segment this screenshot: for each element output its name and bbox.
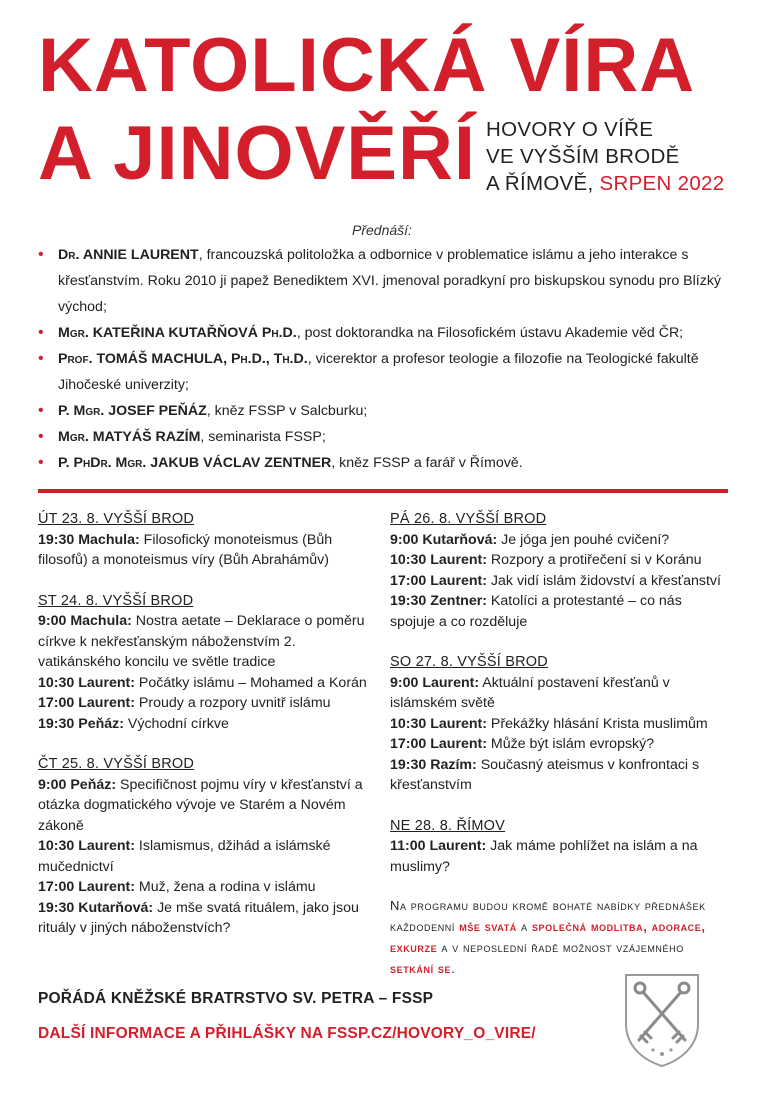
red-divider: [38, 489, 728, 493]
schedule-item: [38, 693, 370, 714]
lecturer-item: [38, 242, 734, 320]
subtitle: [486, 116, 724, 197]
schedule-item: [38, 898, 370, 939]
note-highlight: společná modlitba, adorace, exkurze: [390, 919, 706, 955]
bullet-icon: •: [38, 324, 44, 341]
slot-time: 10:30 Laurent:: [390, 552, 487, 568]
slot-time: 11:00 Laurent:: [390, 838, 487, 854]
lecturer-name: Mgr. MATYÁŠ RAZÍM: [58, 429, 201, 445]
slot-topic: Proudy a rozpory uvnitř islámu: [134, 695, 331, 711]
subtitle-date: SRPEN 2022: [599, 172, 725, 195]
slot-topic: Muž, žena a rodina v islámu: [134, 879, 316, 895]
info-link[interactable]: DALŠÍ INFORMACE A PŘIHLÁŠKY NA FSSP.CZ/HOVORY_O_VIRE/: [38, 1025, 536, 1042]
note-highlight: mše svatá: [459, 919, 517, 934]
slot-topic: Jak máme pohlížet na islám a na muslimy?: [390, 838, 698, 875]
schedule-item: [38, 877, 370, 898]
lecturer-item: [38, 424, 734, 450]
slot-topic: Současný ateismus v konfrontaci s křesťanstvím: [390, 756, 700, 793]
day-block: [38, 509, 370, 571]
slot-topic: Islamismus, džihád a islámské mučednictví: [38, 838, 331, 875]
bullet-icon: •: [38, 402, 44, 419]
slot-time: 17:00 Laurent:: [38, 879, 135, 895]
day-block: [390, 509, 730, 632]
bullet-icon: •: [38, 428, 44, 445]
note-text: Na programu budou kromě bohaté nabídky přednášek každodenní: [390, 898, 706, 934]
slot-topic: Může být islám evropský?: [486, 736, 655, 752]
crossed-keys-shield-icon: [623, 972, 701, 1068]
day-heading: ST 24. 8. VYŠŠÍ BROD: [38, 592, 194, 609]
note-highlight: setkání se: [390, 961, 452, 976]
slot-topic: Rozpory a protiřečení si v Koránu: [486, 552, 702, 568]
slot-time: 19:30 Machula:: [38, 531, 140, 548]
schedule-item: [38, 714, 370, 735]
slot-topic: Nostra aetate – Deklarace o poměru církve k nekřesťanským náboženstvím 2. vatikánského koncilu ve světle tradice: [38, 613, 365, 670]
schedule-item: [390, 591, 730, 632]
slot-time: 19:30 Kutarňová:: [38, 899, 154, 916]
slot-topic: Katolíci a protestanté – co nás spojuje a co rozděluje: [390, 593, 682, 630]
lecturers-list: [38, 242, 734, 476]
lecturer-desc: , kněz FSSP a farář v Římově.: [331, 455, 523, 471]
slot-time: 10:30 Laurent:: [38, 838, 135, 854]
schedule-item: [390, 550, 730, 571]
note-text: .: [451, 961, 456, 976]
bullet-icon: •: [38, 246, 44, 263]
title-line-2: A JINOVĚŘÍ: [38, 111, 476, 196]
day-heading: PÁ 26. 8. VYŠŠÍ BROD: [390, 511, 547, 527]
subtitle-line-3: [486, 170, 724, 197]
slot-time: 17:00 Laurent:: [38, 695, 135, 711]
lecturer-desc: , post doktorandka na Filosofickém ústavu Akademie věd ČR;: [296, 325, 684, 341]
lecturers-label: Přednáší:: [352, 222, 412, 238]
title-line-1: KATOLICKÁ VÍRA: [38, 23, 696, 108]
lecturer-name: P. PhDr. Mgr. JAKUB VÁCLAV ZENTNER: [58, 455, 332, 471]
schedule-item: [38, 836, 370, 877]
lecturer-item: [38, 346, 734, 398]
slot-topic: Počátky islámu – Mohamed a Korán: [134, 674, 367, 691]
lecturer-desc: , francouzská politoložka a odbornice v problematice islámu a jeho interakce s křesťanstvím. Roku 2010 ji papež Benediktem XVI. jmenoval poradkyní pro biskupskou synodu pro Blízký východ;: [58, 247, 722, 315]
note-text: a: [516, 919, 532, 934]
day-block: [38, 754, 370, 939]
slot-time: 19:30 Razím:: [390, 756, 477, 773]
schedule-item: [390, 571, 730, 592]
slot-time: 9:00 Machula:: [38, 613, 132, 629]
schedule-item: [390, 734, 730, 755]
schedule-item: [38, 611, 370, 673]
schedule-item: [390, 714, 730, 735]
day-block: [390, 816, 730, 878]
slot-time: 19:30 Peňáz:: [38, 715, 124, 732]
slot-time: 10:30 Laurent:: [390, 715, 487, 732]
schedule-left-column: [38, 509, 370, 959]
lecturer-item: [38, 450, 734, 476]
day-heading: NE 28. 8. ŘÍMOV: [390, 817, 506, 834]
lecturer-item: [38, 320, 734, 346]
lecturer-desc: , seminarista FSSP;: [200, 429, 326, 445]
subtitle-line-1: HOVORY O VÍŘE: [486, 118, 654, 141]
schedule-item: [390, 530, 730, 551]
day-heading: ČT 25. 8. VYŠŠÍ BROD: [38, 756, 195, 772]
lecturer-name: Dr. ANNIE LAURENT: [58, 247, 199, 263]
schedule-item: [390, 673, 730, 714]
lecturer-item: [38, 398, 734, 424]
slot-time: 9:00 Peňáz:: [38, 776, 117, 793]
slot-topic: Překážky hlásání Krista muslimům: [486, 715, 708, 732]
day-block: [390, 652, 730, 796]
note-text: a v neposlední řadě možnost vzájemného: [437, 940, 684, 955]
day-heading: SO 27. 8. VYŠŠÍ BROD: [390, 654, 548, 670]
slot-topic: Je jóga jen pouhé cvičení?: [497, 531, 670, 548]
slot-topic: Jak vidí islám židovství a křesťanství: [486, 572, 721, 589]
slot-time: 10:30 Laurent:: [38, 674, 135, 691]
day-heading: ÚT 23. 8. VYŠŠÍ BROD: [38, 511, 195, 527]
subtitle-line-2: VE VYŠŠÍM BRODĚ: [486, 145, 680, 168]
schedule-item: [390, 755, 730, 796]
organizer-line: POŘÁDÁ KNĚŽSKÉ BRATRSTVO SV. PETRA – FSSP: [38, 990, 434, 1007]
slot-topic: Východní církve: [123, 715, 229, 732]
subtitle-place: A ŘÍMOVĚ,: [486, 172, 600, 195]
slot-topic: Filosofický monoteismus (Bůh filosofů) a monoteismus víry (Bůh Abrahámův): [38, 531, 333, 568]
bullet-icon: •: [38, 454, 44, 471]
lecturer-name: Prof. TOMÁŠ MACHULA, Ph.D., Th.D.: [58, 351, 308, 367]
schedule-item: [38, 530, 370, 571]
slot-topic: Je mše svatá rituálem, jako jsou rituály v jiných náboženstvích?: [38, 899, 359, 936]
slot-topic: Aktuální postavení křesťanů v islámském světě: [390, 674, 670, 711]
bullet-icon: •: [38, 350, 44, 367]
schedule-item: [38, 673, 370, 694]
schedule-item: [390, 836, 730, 877]
lecturer-name: P. Mgr. JOSEF PEŇÁZ: [58, 403, 207, 419]
lecturer-desc: , kněz FSSP v Salcburku;: [206, 403, 368, 419]
program-note: [390, 895, 730, 979]
slot-time: 17:00 Laurent:: [390, 572, 487, 589]
day-block: [38, 591, 370, 735]
slot-time: 9:00 Laurent:: [390, 674, 480, 691]
slot-topic: Specifičnost pojmu víry v křesťanství a otázka dogmatického vývoje ve Starém a Novém zákoně: [38, 776, 363, 834]
lecturer-name: Mgr. KATEŘINA KUTAŘŇOVÁ Ph.D.: [58, 325, 297, 341]
lecturer-desc: , vicerektor a profesor teologie a filozofie na Teologické fakultě Jihočeské univerzity;: [58, 351, 699, 393]
slot-time: 9:00 Kutarňová:: [390, 531, 498, 548]
slot-time: 19:30 Zentner:: [390, 593, 487, 609]
slot-time: 17:00 Laurent:: [390, 736, 487, 752]
schedule-item: [38, 775, 370, 837]
schedule-right-column: [390, 509, 730, 979]
